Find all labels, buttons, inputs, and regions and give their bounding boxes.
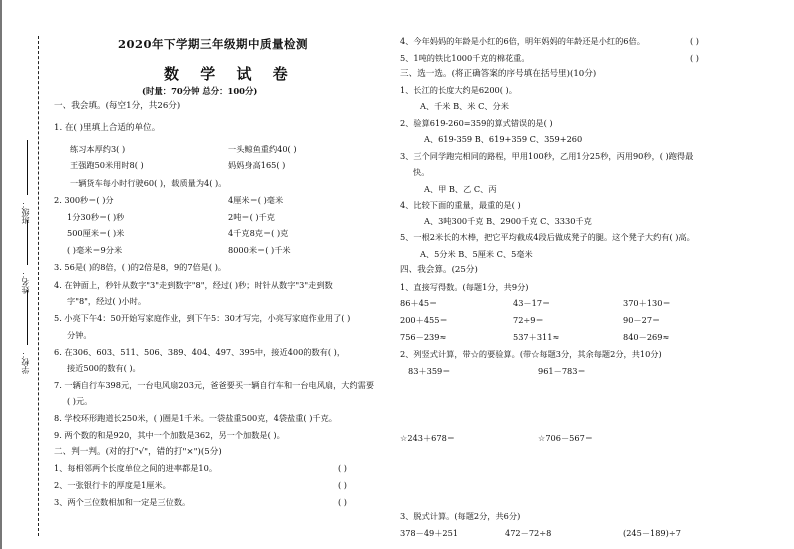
q1-r3: 一辆货车每小时行驶60( )，载质量为4( )。 [70,178,227,188]
q2-r1a: 2. 300秒＝( )分 [54,195,114,205]
section-1-title: 一、我会填。(每空1分，共26分) [54,101,181,111]
choice-3-options: A、甲 B、乙 C、丙 [424,184,497,194]
binding-dashed-line [38,36,39,536]
name-label: 姓名： [21,270,30,294]
mixed-calc-item: 472－72÷8 [505,528,552,538]
calc-2-title: 2、列竖式计算，带☆的要验算。(带☆每题3分，其余每题2分，共10分) [400,349,662,359]
page-edge [0,0,2,549]
calc-item: 200＋455＝ [400,315,448,325]
calc-item: 90－27＝ [623,315,661,325]
class-label: 班级： [21,200,30,224]
judge-4: 4、今年妈妈的年龄是小红的6倍，明年妈妈的年龄还是小红的6倍。 [400,36,645,46]
q2-r2a: 1分30秒＝( )秒 [67,212,125,222]
q6-line2: 接近500的数有( )。 [67,363,141,373]
q7-line1: 7. 一辆自行车398元，一台电风扇203元，爸爸要买一辆自行车和一台电风扇，大约需要 [54,380,375,390]
class-blank-line [27,140,28,195]
q1-r2a: 王强跑50米用时8( ) [70,160,144,170]
q2-r1b: 4厘米＝( )毫米 [228,195,284,205]
judge-1: 1、每相邻两个长度单位之间的进率都是10。 [54,463,218,473]
mixed-calc-item: 378－49＋251 [400,528,459,538]
calc-3-title: 3、脱式计算。(每题2分，共6分) [400,511,521,521]
choice-1: 1、长江的长度大约是6200( )。 [400,85,517,95]
judge-3: 3、两个三位数相加和一定是三位数。 [54,497,191,507]
choice-5-options: A、5分米 B、5厘米 C、5毫米 [420,249,533,259]
school-label: 学校： [21,350,30,374]
vertical-calc-item: 961－783＝ [538,366,586,376]
vertical-calc-item: ☆243＋678＝ [400,433,455,443]
judge-4-paren: ( ) [690,36,699,46]
q9: 9. 两个数的和是920，其中一个加数是362，另一个加数是( )。 [54,430,285,440]
judge-3-paren: ( ) [338,497,347,507]
exam-info: (时量：70分钟 总分：100分) [142,86,258,96]
judge-2-paren: ( ) [338,480,347,490]
q4-line1: 4. 在钟面上，秒针从数字"3"走到数字"8"，经过( )秒；时针从数字"3"走到数 [54,280,333,290]
judge-5-paren: ( ) [690,53,699,63]
choice-4: 4、比较下面的重量，最重的是( ) [400,200,521,210]
judge-5: 5、1吨的铁比1000千克的棉花重。 [400,53,530,63]
calc-1-title: 1、直接写得数。(每题1分，共9分) [400,282,529,292]
section-2-title: 二、判一判。(对的打"√"，错的打"×")(5分) [54,447,222,457]
q2-r2b: 2吨＝( )千克 [228,212,275,222]
judge-1-paren: ( ) [338,463,347,473]
q2-r4b: 8000米＝( )千米 [228,245,291,255]
calc-item: 43－17＝ [513,298,551,308]
choice-3-line2: 快。 [413,167,430,177]
section-4-title: 四、我会算。(25分) [400,265,478,275]
q1-r2b: 妈妈身高165( ) [228,160,286,170]
q3: 3. 56是( )的8倍，( )的2倍是8，9的7倍是( )。 [54,262,227,272]
calc-item: 537＋311≈ [513,332,560,342]
calc-item: 370＋130＝ [623,298,671,308]
name-blank-line [27,220,28,265]
q4-line2: 字"8"，经过( )小时。 [67,296,147,306]
q5-line2: 分钟。 [67,330,92,340]
exam-subtitle: 数 学 试 卷 [164,65,296,83]
q8: 8. 学校环形跑道长250米，( )圈是1千米。一袋盐重500克，4袋盐重( )千克。 [54,413,337,423]
choice-2: 2、验算619-260=359的算式错误的是( ) [400,118,553,128]
q7-line2: ( )元。 [67,396,93,406]
mixed-calc-item: (245－189)÷7 [623,528,681,538]
q1: 1. 在( )里填上合适的单位。 [54,123,161,133]
q2-r3b: 4千克8克＝( )克 [228,228,289,238]
choice-2-options: A、619-359 B、619+359 C、359+260 [424,134,583,144]
q6-line1: 6. 在306、603、511、506、389、404、497、395中，接近400的数有( )， [54,347,346,357]
choice-1-options: A、千米 B、米 C、分米 [420,101,509,111]
q2-r3a: 500厘米＝( )米 [67,228,125,238]
q2-r4a: ( )毫米＝9分米 [67,245,123,255]
calc-item: 756－239≈ [400,332,447,342]
vertical-calc-item: 83＋359＝ [408,366,451,376]
choice-4-options: A、3吨300千克 B、2900千克 C、3330千克 [424,216,592,226]
q5-line1: 5. 小亮下午4：50开始写家庭作业，到下午5：30才写完，小亮写家庭作业用了( ) [54,313,351,323]
exam-title: 2020年下学期三年级期中质量检测 [118,37,309,51]
calc-item: 86＋45＝ [400,298,438,308]
school-blank-line [27,290,28,345]
section-3-title: 三、选一选。(将正确答案的序号填在括号里)(10分) [400,69,597,79]
q1-r1a: 练习本厚约3( ) [70,144,126,154]
choice-5: 5、一根2米长的木棒，把它平均截成4段后做成凳子的腿。这个凳子大约有( )高。 [400,232,695,242]
choice-3-line1: 3、三个同学跑完相同的路程，甲用100秒，乙用1分25秒，丙用90秒，( )跑得最 [400,151,694,161]
judge-2: 2、一张银行卡的厚度是1厘米。 [54,480,171,490]
vertical-calc-item: ☆706－567＝ [538,433,593,443]
calc-item: 840－269≈ [623,332,670,342]
q1-r1b: 一头鲸鱼重约40( ) [228,144,297,154]
calc-item: 72÷9＝ [513,315,544,325]
